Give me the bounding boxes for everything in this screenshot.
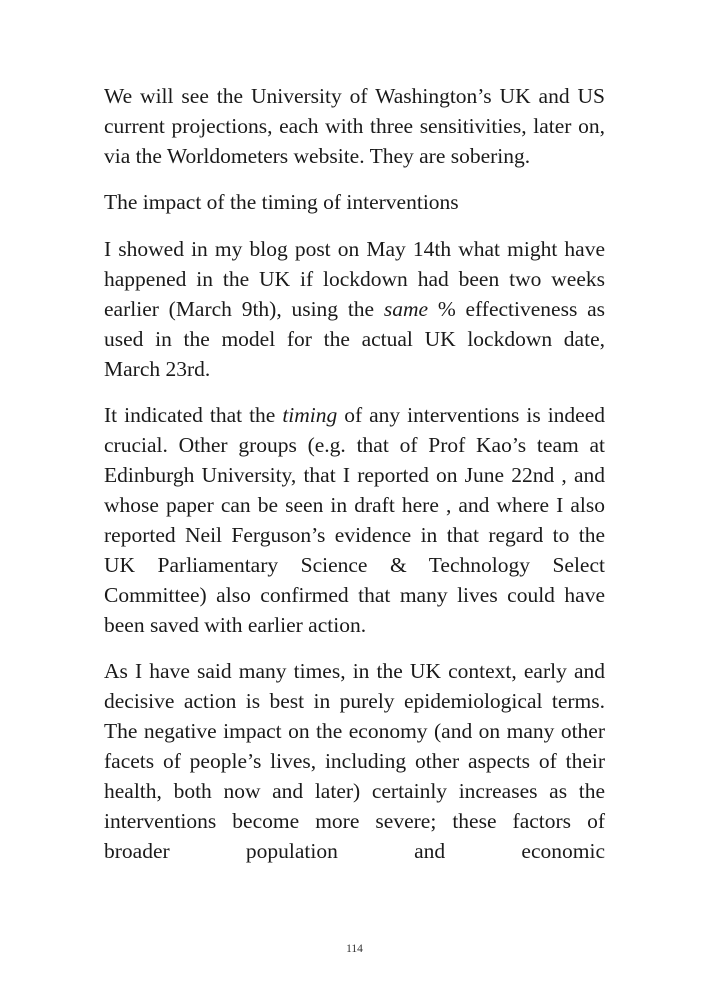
paragraph-blog-post-text-1: I showed in my blog post on May 14th what might have happened in the UK if lockdown had been two weeks earlier (March 9th), using the: [104, 237, 605, 321]
paragraph-early-action: As I have said many times, in the UK context, early and decisive action is best in purely epidemiological terms. The negative impact on the economy (and on many other facets of people’s lives, including other aspects of their health, both now and later) certainly increases as the interventions become more severe; these factors of broader population and economic: [104, 659, 605, 863]
section-heading: The impact of the timing of interventions: [104, 190, 459, 214]
paragraph-blog-post-text-2: % effectiveness as used in the model for the actual UK lockdown date, March 23rd.: [104, 297, 605, 381]
paragraph-blog-post: [104, 234, 605, 384]
paragraph-projections: We will see the University of Washington’s UK and US current projections, each with three sensitivities, later on, via the Worldometers website. They are sobering.: [104, 84, 605, 168]
paragraph-timing-text-2: of any interventions is indeed crucial. Other groups (e.g. that of Prof Kao’s team at Edinburgh University, that I reported on June 22nd , and whose paper can be seen in draft here , and where I also reported Neil Ferguson’s evidence in that regard to the UK Parliamentary Science & Technology Select Committee) also confirmed that many lives could have been saved with earlier action.: [104, 403, 605, 637]
page-number: 114: [346, 943, 363, 955]
paragraph-timing: [104, 400, 605, 640]
emphasis-timing: timing: [282, 403, 338, 427]
emphasis-same: same: [383, 297, 429, 321]
paragraph-timing-text-1: It indicated that the: [104, 403, 283, 427]
body-text: [104, 81, 605, 882]
